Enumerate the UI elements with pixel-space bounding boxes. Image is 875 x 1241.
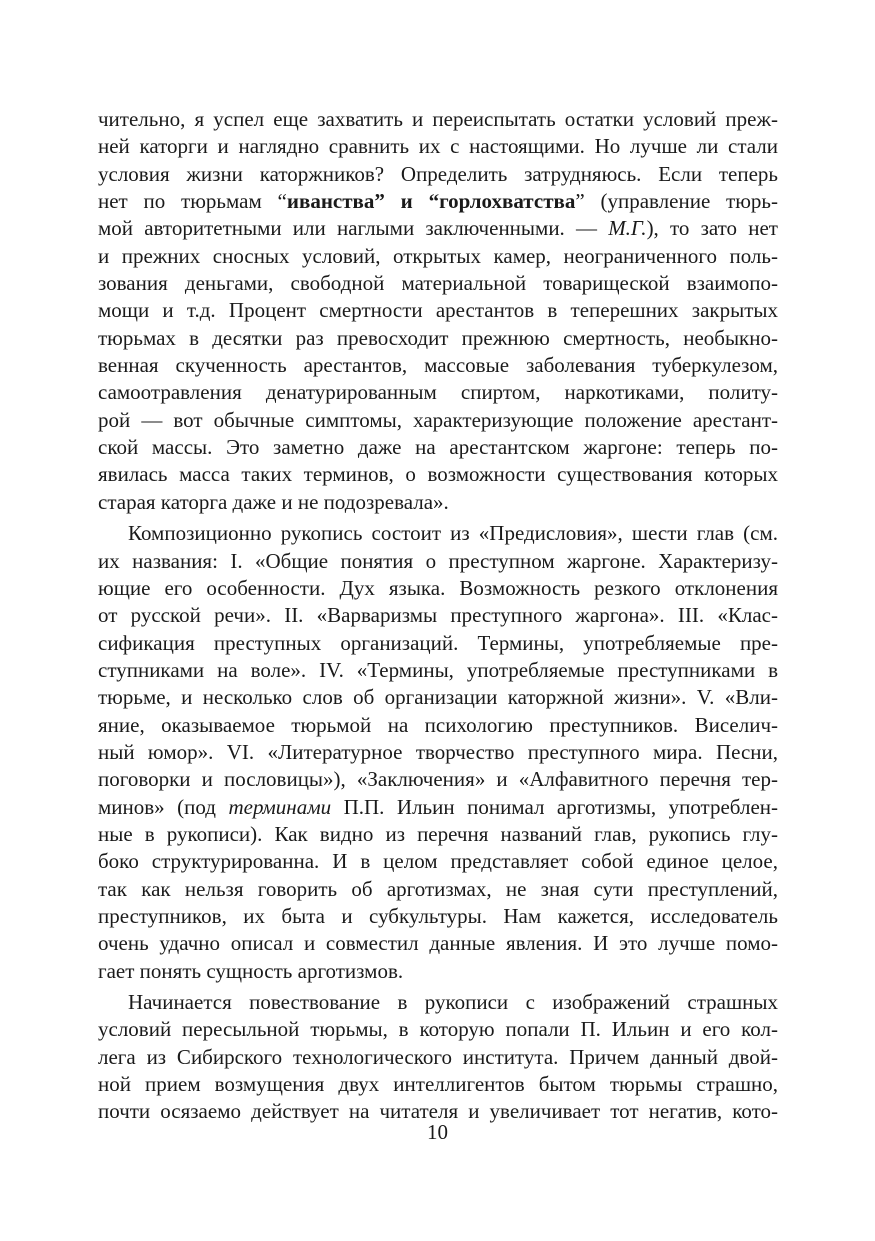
text-line xyxy=(98,188,778,215)
text-run: рой — вот обычные симптомы, характеризующие положение арестант- xyxy=(98,407,778,432)
text-line xyxy=(98,489,778,516)
text-run: Начинается повествование в рукописи с изображений страшных xyxy=(128,990,778,1014)
text-line xyxy=(98,1016,778,1043)
text-run: ской массы. Это заметно даже на арестантском жаргоне: теперь по- xyxy=(98,435,778,460)
text-run: лега из Сибирского технологического института. Причем данный двой- xyxy=(98,1044,778,1069)
paragraph-2 xyxy=(98,520,778,985)
paragraph-1 xyxy=(98,106,778,516)
text-line xyxy=(98,407,778,434)
text-run: П.П. Ильин понимал арготизмы, употреблен- xyxy=(331,794,778,819)
text-run: нет по тюрьмам “ xyxy=(98,189,287,214)
text-line xyxy=(98,684,778,711)
text-line xyxy=(98,794,778,821)
text-run: мой авторитетными или наглыми заключенными. — xyxy=(98,216,609,241)
text-run: ней каторги и наглядно сравнить их с настоящими. Но лучше ли стали xyxy=(98,134,778,159)
text-line xyxy=(98,1044,778,1071)
text-run: сификация преступных организаций. Термины, употребляемые пре- xyxy=(98,630,778,655)
italic-text: терминами xyxy=(228,794,332,819)
text-line xyxy=(98,739,778,766)
text-run: гает понять сущность арготизмов. xyxy=(98,958,404,983)
text-run: боко структурированна. И в целом представляет собой единое целое, xyxy=(98,849,778,874)
text-line xyxy=(98,821,778,848)
text-line xyxy=(98,434,778,461)
text-run: условия жизни каторжников? Определить затрудняюсь. Если теперь xyxy=(98,161,778,186)
text-run: тюрьмах в десятки раз превосходит прежнюю смертность, необыкно- xyxy=(98,325,778,350)
text-line xyxy=(98,930,778,957)
text-run: явилась масса таких терминов, о возможности существования которых xyxy=(98,462,778,487)
text-run: от русской речи». II. «Варваризмы преступного жаргона». III. «Клас- xyxy=(98,603,778,628)
text-line xyxy=(98,766,778,793)
text-run: и прежних сносных условий, открытых камер, неограниченного поль- xyxy=(98,243,778,268)
text-run: так как нельзя говорить об арготизмах, не зная сути преступлений, xyxy=(98,876,778,901)
text-run: самоотравления денатурированным спиртом, наркотиками, политу- xyxy=(98,380,778,405)
text-run: тюрьме, и несколько слов об организации каторжной жизни». V. «Вли- xyxy=(98,685,778,710)
text-line xyxy=(98,352,778,379)
text-line xyxy=(98,657,778,684)
text-line xyxy=(98,712,778,739)
text-line xyxy=(98,461,778,488)
text-run: яние, оказываемое тюрьмой на психологию преступников. Виселич- xyxy=(98,712,778,737)
text-line xyxy=(98,575,778,602)
text-line xyxy=(98,989,778,1016)
text-run: чительно, я успел еще захватить и переиспытать остатки условий преж- xyxy=(98,107,778,131)
text-line xyxy=(98,903,778,930)
bold-text: иванства” и “горлохватства xyxy=(286,189,576,214)
text-line xyxy=(98,297,778,324)
italic-text: М.Г. xyxy=(608,216,647,241)
text-run: ступниками на воле». IV. «Термины, употребляемые преступниками в xyxy=(98,657,778,682)
text-run: зования деньгами, свободной материальной товарищеской взаимопо- xyxy=(98,271,778,296)
text-run: ” (управление тюрь- xyxy=(575,189,778,214)
text-line xyxy=(98,106,778,133)
text-line xyxy=(98,325,778,352)
text-run: очень удачно описал и совместил данные явления. И это лучше помо- xyxy=(98,931,778,956)
body-text xyxy=(98,106,778,1126)
text-line xyxy=(98,548,778,575)
text-line xyxy=(98,876,778,903)
text-line xyxy=(98,379,778,406)
text-line xyxy=(98,602,778,629)
text-run: ной прием возмущения двух интеллигентов бытом тюрьмы страшно, xyxy=(98,1072,778,1097)
text-line xyxy=(98,520,778,547)
text-run: поговорки и пословицы»), «Заключения» и «Алфавитного перечня тер- xyxy=(98,767,778,792)
text-line xyxy=(98,133,778,160)
text-line xyxy=(98,161,778,188)
text-run: их названия: I. «Общие понятия о преступном жаргоне. Характеризу- xyxy=(98,548,778,573)
page-number: 10 xyxy=(427,1120,448,1144)
text-line xyxy=(98,958,778,985)
text-line xyxy=(98,270,778,297)
text-line xyxy=(98,243,778,270)
text-line xyxy=(98,630,778,657)
text-run: Композиционно рукопись состоит из «Предисловия», шести глав (см. xyxy=(128,521,778,546)
text-run: мощи и т.д. Процент смертности арестантов в теперешних закрытых xyxy=(98,298,778,323)
text-line xyxy=(98,215,778,242)
text-line xyxy=(98,848,778,875)
paragraph-3 xyxy=(98,989,778,1126)
text-run: ющие его особенности. Дух языка. Возможность резкого отклонения xyxy=(98,575,778,600)
text-run: ), то зато нет xyxy=(646,216,778,241)
text-run: условий пересыльной тюрьмы, в которую попали П. Ильин и его кол- xyxy=(98,1017,778,1042)
text-run: почти осязаемо действует на читателя и увеличивает тот негатив, кото- xyxy=(98,1099,778,1124)
text-run: минов» (под xyxy=(98,794,229,819)
text-run: ный юмор». VI. «Литературное творчество преступного мира. Песни, xyxy=(98,739,778,764)
text-line xyxy=(98,1071,778,1098)
text-run: преступников, их быта и субкультуры. Нам кажется, исследователь xyxy=(98,903,778,928)
text-run: старая каторга даже и не подозревала». xyxy=(98,489,449,514)
text-run: венная скученность арестантов, массовые заболевания туберкулезом, xyxy=(98,353,778,378)
text-run: ные в рукописи). Как видно из перечня названий глав, рукопись глу- xyxy=(98,821,778,846)
